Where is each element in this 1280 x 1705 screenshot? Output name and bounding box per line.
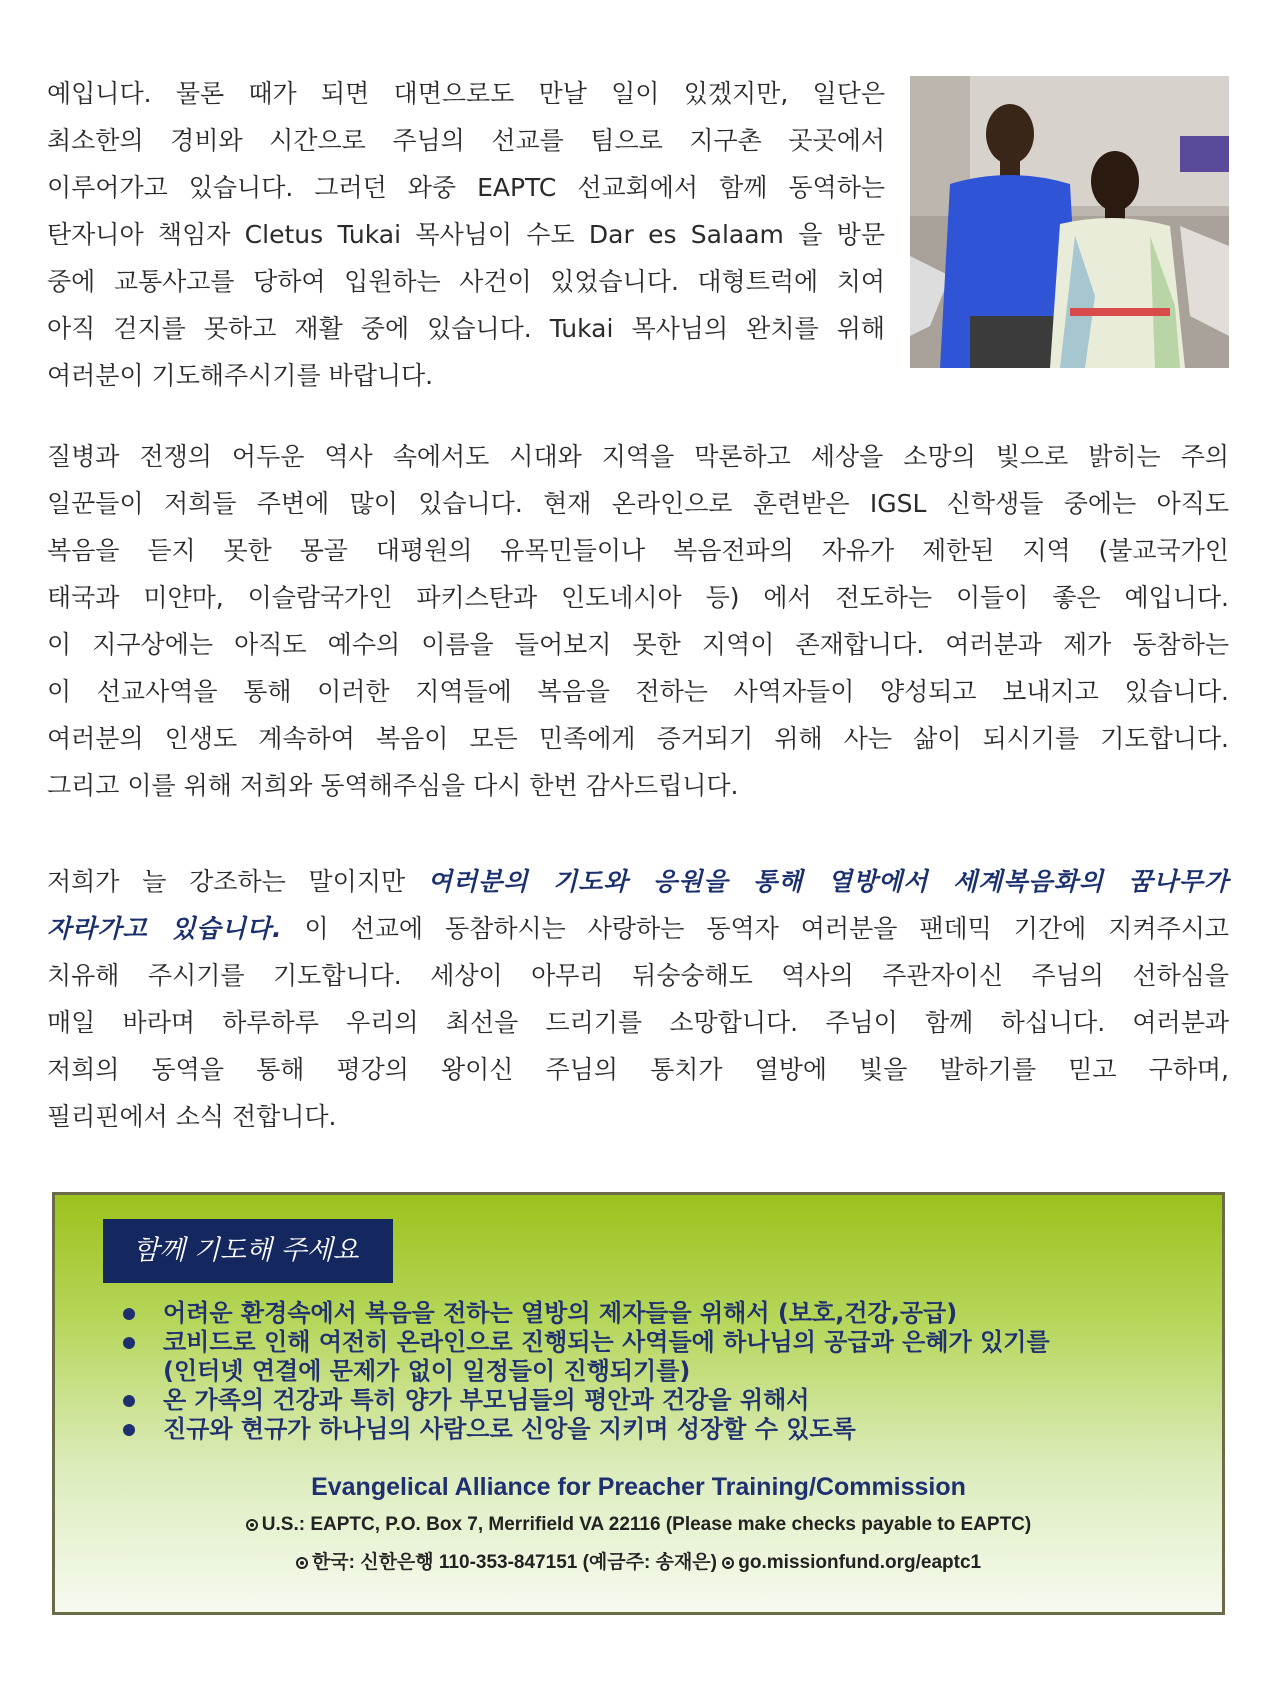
text-line bbox=[47, 858, 1229, 905]
organization-name: Evangelical Alliance for Preacher Training/Commission bbox=[311, 1473, 966, 1501]
text-line: 최소한의 경비와 시간으로 주님의 선교를 팀으로 지구촌 곳곳에서 bbox=[47, 126, 885, 155]
text-line: 예입니다. 물론 때가 되면 대면으로도 만날 일이 있겠지만, 일단은 bbox=[47, 79, 885, 108]
text-line: 이루어가고 있습니다. 그러던 와중 EAPTC 선교회에서 함께 동역하는 bbox=[47, 173, 885, 202]
text-line bbox=[47, 905, 1229, 952]
prayer-item bbox=[123, 1386, 1050, 1415]
korea-account-text: 한국: 신한은행 110-353-847151 (예금주: 송재은) bbox=[311, 1552, 717, 1573]
text-line: 탄자니아 책임자 Cletus Tukai 목사님이 수도 Dar es Salaam 을 방문 bbox=[47, 220, 885, 249]
circle-bullet-icon bbox=[246, 1519, 258, 1531]
text-emphasis: 자라가고 있습니다. bbox=[47, 914, 283, 943]
prayer-item-text: 온 가족의 건강과 특히 양가 부모님들의 평안과 건강을 위해서 bbox=[163, 1386, 810, 1414]
circle-bullet-icon bbox=[296, 1557, 308, 1569]
text-line: 필리핀에서 소식 전합니다. bbox=[47, 1102, 337, 1131]
prayer-item bbox=[123, 1299, 1050, 1328]
bullet-icon bbox=[123, 1424, 135, 1436]
prayer-item-text: 어려운 환경속에서 복음을 전하는 열방의 제자들을 위해서 (보호,건강,공급) bbox=[163, 1299, 958, 1327]
text-line: 이 선교사역을 통해 이러한 지역들에 복음을 전하는 사역자들이 양성되고 보내지고 있습니다. bbox=[47, 677, 1229, 706]
paragraph-closing bbox=[47, 858, 1229, 1140]
text-line: 여러분의 인생도 계속하여 복음이 모든 민족에게 증거되기 위해 사는 삶이 되시기를 기도합니다. bbox=[47, 724, 1229, 753]
text-line: 이 지구상에는 아직도 예수의 이름을 들어보지 못한 지역이 존재합니다. 여러분과 제가 동참하는 bbox=[47, 630, 1229, 659]
paragraph-mission bbox=[47, 433, 1229, 809]
text-line: 여러분이 기도해주시기를 바랍니다. bbox=[47, 361, 434, 390]
prayer-item-text: 코비드로 인해 여전히 온라인으로 진행되는 사역들에 하나님의 공급과 은혜가 있기를 bbox=[163, 1328, 1050, 1356]
prayer-request-box bbox=[52, 1192, 1225, 1615]
korea-account bbox=[55, 1547, 1222, 1574]
text-line: 복음을 듣지 못한 몽골 대평원의 유목민들이나 복음전파의 자유가 제한된 지역 (불교국가인 bbox=[47, 536, 1229, 565]
text-line: 매일 바라며 하루하루 우리의 최선을 드리기를 소망합니다. 주님이 함께 하십니다. 여러분과 bbox=[47, 1008, 1229, 1037]
circle-bullet-icon bbox=[722, 1557, 734, 1569]
text-emphasis: 여러분의 기도와 응원을 통해 열방에서 세계복음화의 꿈나무가 bbox=[427, 867, 1229, 896]
text-line: 질병과 전쟁의 어두운 역사 속에서도 시대와 지역을 막론하고 세상을 소망의 빛으로 밝히는 주의 bbox=[47, 442, 1229, 471]
bullet-icon bbox=[123, 1337, 135, 1349]
website-link[interactable]: go.missionfund.org/eaptc1 bbox=[738, 1552, 982, 1573]
us-address bbox=[55, 1514, 1222, 1536]
us-address-text: U.S.: EAPTC, P.O. Box 7, Merrifield VA 22116 (Please make checks payable to EAPTC) bbox=[261, 1514, 1032, 1535]
bullet-icon bbox=[123, 1395, 135, 1407]
text-line: 저희의 동역을 통해 평강의 왕이신 주님의 통치가 열방에 빛을 발하기를 믿고 구하며, bbox=[47, 1055, 1229, 1084]
prayer-item bbox=[123, 1415, 1050, 1444]
prayer-item-text: 진규와 현규가 하나님의 사람으로 신앙을 지키며 성장할 수 있도록 bbox=[163, 1415, 856, 1443]
text-line: 아직 걷지를 못하고 재활 중에 있습니다. Tukai 목사님의 완치를 위해 bbox=[47, 314, 885, 343]
photo-illustration bbox=[910, 76, 1229, 368]
text-line: 그리고 이를 위해 저희와 동역해주심을 다시 한번 감사드립니다. bbox=[47, 771, 739, 800]
text-plain: 이 선교에 동참하시는 사랑하는 동역자 여러분을 팬데믹 기간에 지켜주시고 bbox=[282, 914, 1229, 943]
photo-couple bbox=[910, 76, 1229, 368]
paragraph-intro bbox=[47, 70, 885, 399]
text-line: 치유해 주시기를 기도합니다. 세상이 아무리 뒤숭숭해도 역사의 주관자이신 주님의 선하심을 bbox=[47, 961, 1229, 990]
prayer-box-title: 함께 기도해 주세요 bbox=[103, 1219, 393, 1283]
prayer-list bbox=[123, 1299, 1050, 1444]
text-line: 중에 교통사고를 당하여 입원하는 사건이 있었습니다. 대형트럭에 치여 bbox=[47, 267, 885, 296]
prayer-item-continuation: (인터넷 연결에 문제가 없이 일정들이 진행되기를) bbox=[163, 1357, 691, 1385]
text-line: 태국과 미얀마, 이슬람국가인 파키스탄과 인도네시아 등) 에서 전도하는 이들이 좋은 예입니다. bbox=[47, 583, 1229, 612]
bullet-icon bbox=[123, 1308, 135, 1320]
prayer-item bbox=[123, 1328, 1050, 1386]
text-line: 일꾼들이 저희들 주변에 많이 있습니다. 현재 온라인으로 훈련받은 IGSL 신학생들 중에는 아직도 bbox=[47, 489, 1229, 518]
text-plain: 저희가 늘 강조하는 말이지만 bbox=[47, 867, 428, 896]
